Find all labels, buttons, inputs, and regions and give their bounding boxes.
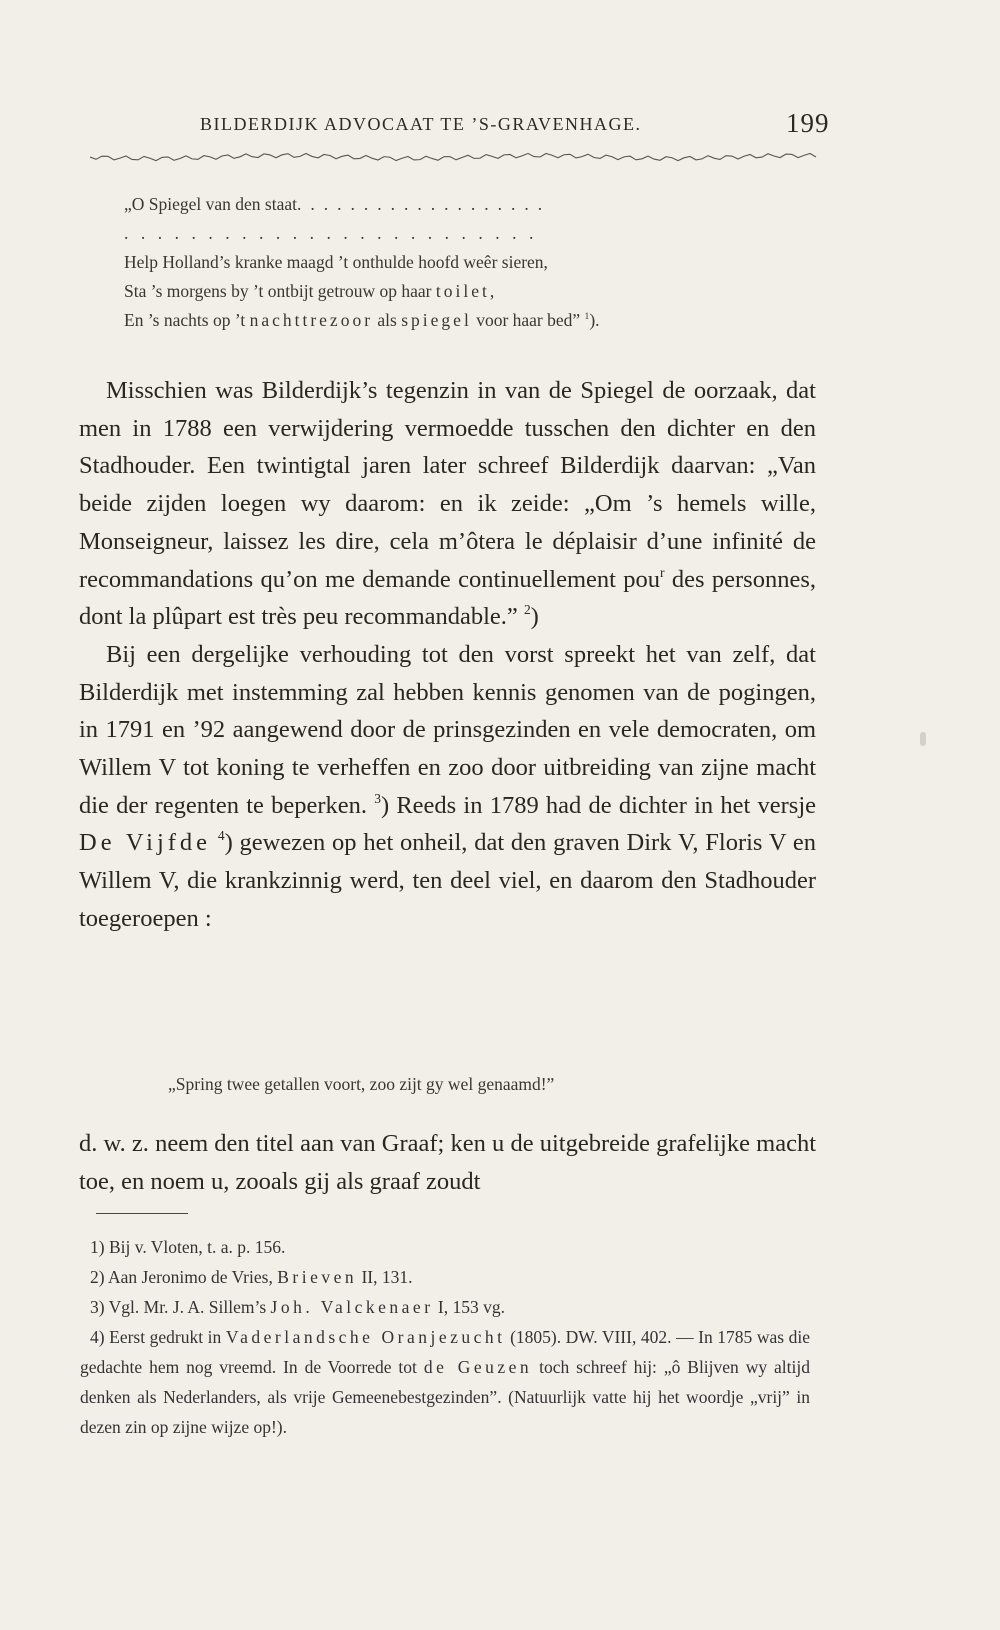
page-number: 199 <box>786 108 830 138</box>
footnote-3-text: 3) Vgl. Mr. J. A. Sillem’s <box>90 1297 267 1317</box>
poem-line-5-text-a: En ’s nachts op ’t <box>124 310 246 330</box>
poem-ellipsis-row: ......................... <box>124 223 546 243</box>
paragraph-1-end: ) <box>530 603 539 631</box>
poem-line-3: Help Holland’s kranke maagd ’t onthulde hoofd weêr sieren, <box>124 252 548 272</box>
footnote-ref-2: 2 <box>523 602 531 618</box>
paragraph-3: d. w. z. neem den titel aan van Graaf; ken u de uitgebreide grafelijke macht toe, en noem u, zooals gij als graaf zoudt <box>79 1130 816 1195</box>
footnote-1: 1) Bij v. Vloten, t. a. p. 156. <box>90 1237 286 1257</box>
footnote-2 <box>80 1262 810 1292</box>
footnote-2-end: II, 131. <box>361 1267 413 1287</box>
poem-line-1-text: „O Spiegel van den staat <box>124 194 298 214</box>
footnote-4 <box>80 1322 810 1442</box>
paragraph-1-text-b: des personnes, dont la plûpart est très peu recommandable.” <box>79 565 816 631</box>
footnote-4-text: 4) Eerst gedrukt in <box>90 1327 222 1347</box>
footnote-4-text-b: (1805). DW. VIII, 402. — In 1785 was die gedachte hem nog vreemd. In de Voorrede tot <box>80 1327 811 1377</box>
poem-line-4-spaced: toilet, <box>435 281 498 301</box>
paragraph-1-text: Misschien was Bilderdijk’s tegenzin in van de Spiegel de oorzaak, dat men in 1788 een verwijdering vermoedde tusschen den dichter en den Stadhouder. Een twintigtal jaren later schreef Bilderdijk daarvan: „Van beide zijden loegen wy daarom: en ik zeide: „Om ’s hemels wille, Monseigneur, laissez les dire, cela m’ôtera le déplaisir d’une infinité de recommandations qu’on me demande continuellement pou <box>79 377 816 593</box>
poem-line-5-text-c: voor haar bed” <box>476 310 581 330</box>
paragraph-1 <box>79 372 816 636</box>
poem-line-4 <box>124 277 804 306</box>
footnote-ref-3: 3 <box>374 790 381 806</box>
paragraph-2-text-c: ) gewezen op het onheil, dat den graven Dirk V, Floris V en Willem V, die krankzinnig werd, ten deel viel, en daarom den Stadhouder toegeroepen : <box>79 829 816 932</box>
footnote-3-end: I, 153 vg. <box>437 1297 505 1317</box>
poem-line-5-text-b: als <box>377 310 397 330</box>
footnote-rule <box>96 1213 188 1214</box>
poem-title-spaced: De Vijfde <box>79 829 212 857</box>
poem-line-5-spaced-1: nachttrezoor <box>249 310 374 330</box>
poem-line-4-text: Sta ’s morgens by ’t ontbijt getrouw op haar <box>124 281 432 301</box>
footnote-4-spaced: Vaderlandsche Oranjezucht <box>225 1327 506 1347</box>
footnote-4-spaced-2: de Geuzen <box>423 1357 533 1377</box>
footnote-4-text-c: toch schreef hij: „ô Blijven wy altijd denken als Nederlanders, als vrije Gemeenebestgezinden”. (Natuurlijk vatte hij het woordje „vrij” in dezen zin op zijne wijze op!). <box>80 1357 810 1437</box>
footnote-3 <box>80 1292 810 1322</box>
footnotes <box>80 1232 810 1442</box>
poem-quotation <box>124 190 804 335</box>
verse-quote: „Spring twee getallen voort, zoo zijt gy wel genaamd!” <box>168 1074 555 1094</box>
paragraph-2-text: Bij een dergelijke verhouding tot den vorst spreekt het van zelf, dat Bilderdijk met instemming zal hebben kennis genomen van de pogingen, in 1791 en ’92 aangewend door de prinsgezinden en vele democraten, om Willem V tot koning te verheffen en zoo door uitbreiding van zijne macht die der regenten te beperken. <box>79 640 816 819</box>
main-text-block-2 <box>79 1125 816 1200</box>
paragraph-2 <box>79 636 816 938</box>
footnote-3-spaced: Joh. Valckenaer <box>270 1297 434 1317</box>
poem-line-1-dots: ................... <box>297 194 552 214</box>
decorative-wavy-rule <box>90 150 820 164</box>
footnote-ref-1: 1 <box>584 310 590 322</box>
main-text-block <box>79 372 816 938</box>
footnote-2-spaced: Brieven <box>277 1267 358 1287</box>
paper-blemish <box>920 732 926 746</box>
poem-line-5 <box>124 306 804 335</box>
poem-line-5-spaced-2: spiegel <box>401 310 472 330</box>
poem-line-5-end: ). <box>589 310 600 330</box>
superscript-r: r <box>660 564 665 580</box>
running-head: BILDERDIJK ADVOCAAT TE ’S-GRAVENHAGE. <box>200 114 642 134</box>
poem-line-1 <box>124 190 804 219</box>
footnote-2-text: 2) Aan Jeronimo de Vries, <box>90 1267 273 1287</box>
footnote-ref-4: 4 <box>217 828 225 844</box>
paragraph-2-text-b: ) Reeds in 1789 had de dichter in het versje <box>380 791 817 819</box>
